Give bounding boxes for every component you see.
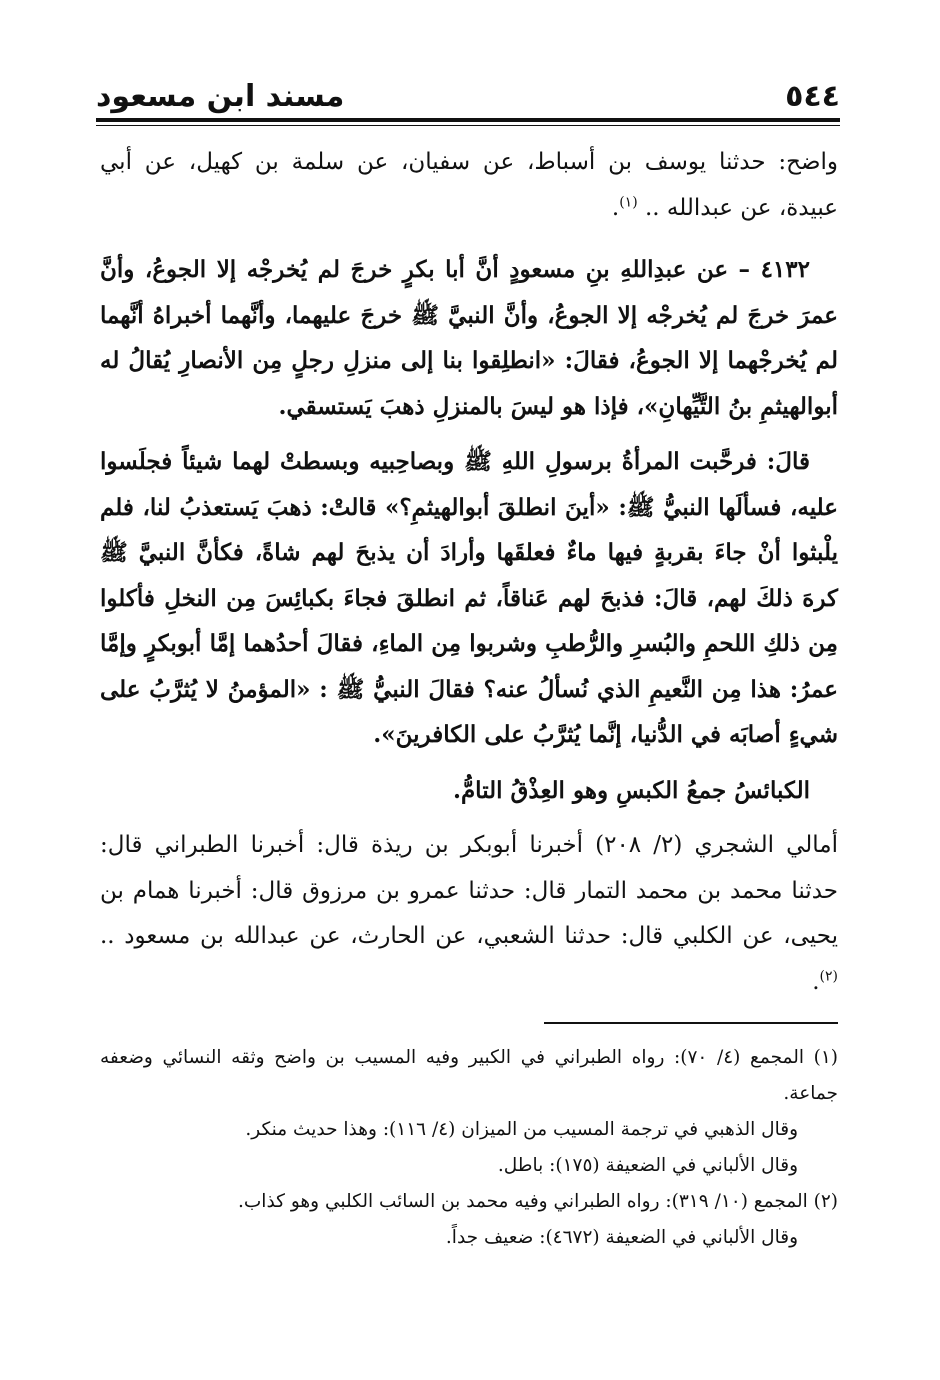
hadith-paragraph <box>100 247 838 429</box>
hadith-number: ٤١٣٢ – <box>728 256 810 283</box>
hadith-text: عن عبدِاللهِ بنِ مسعودٍ أنَّ أبا بكرٍ خرجَ لم يُخرجْه إلا الجوعُ، وأنَّ عمرَ خرجَ لم يُخرجْه إلا الجوعُ، وأنَّ النبيَّ ﷺ خرجَ عليهما، وأنَّهما أخبراهُ أنَّهما لم يُخرجْهما إلا الجوعُ، فقالَ: «انطلِقوا بنا إلى منزلِ رجلٍ مِن الأنصارِ يُقالُ له أبوالهيثمِ بنُ التَّيِّهانِ»، فإذا هو ليسَ بالمنزلِ ذهبَ يَستسقي. <box>100 256 838 420</box>
page-number: ٥٤٤ <box>785 79 840 114</box>
footnote-2: (٢) المجمع (١٠/ ٣١٩): رواه الطبراني وفيه محمد بن السائب الكلبي وهو كذاب. <box>238 1191 838 1212</box>
book-title: مسند ابن مسعود <box>96 79 345 114</box>
hadith-text-2: قالَ: فرحَّبت المرأةُ برسولِ اللهِ ﷺ وبصاحِبيه وبسطتْ لهما شيئاً فجلَسوا عليه، فسألَها النبيُّ ﷺ: «أينَ انطلقَ أبوالهيثمِ؟» قالتْ: ذهبَ يَستعذبُ لنا، فلم يلْبثوا أنْ جاءَ بقربةٍ فيها ماءٌ فعلقَها وأرادَ أن يذبحَ لهم شاةً، فكأنَّ النبيَّ ﷺ كرهَ ذلكَ لهم، قالَ: فذبحَ لهم عَناقاً، ثم انطلقَ فجاءَ بكبائِسَ مِن النخلِ فأكلوا مِن ذلكِ اللحمِ والبُسرِ والرُّطبِ وشربوا مِن الماءِ، فقالَ أحدُهما إمَّا أبوبكرٍ وإمَّا عمرُ: هذا مِن النَّعيمِ الذي نُسألُ عنه؟ فقالَ النبيُّ ﷺ : «المؤمنُ لا يُثرَّبُ على شيءٍ أصابَه في الدُّنيا، إنَّما يُثرَّبُ على الكافرينَ». <box>100 448 838 748</box>
footnote-1: (١) المجمع (٤/ ٧٠): رواه الطبراني في الكبير وفيه المسيب بن واضح وثقه النسائي وضعفه جماعة. <box>100 1047 838 1104</box>
footnote-separator <box>544 1022 838 1024</box>
footnote-ref: (١) <box>619 193 638 210</box>
footnote-1-line-2: وقال الذهبي في ترجمة المسيب من الميزان (٤/ ١١٦): وهذا حديث منكر. <box>245 1119 798 1140</box>
header-rule <box>96 118 840 122</box>
main-text <box>100 140 838 1005</box>
header-rule-thin <box>96 125 840 126</box>
paragraph-text: واضح: حدثنا يوسف بن أسباط، عن سفيان، عن سلمة بن كهيل، عن أبي عبيدة، عن عبدالله .. <box>100 149 838 221</box>
gloss-text: الكبائسُ جمعُ الكبسِ وهو العِذْقُ التامُّ. <box>452 776 810 804</box>
hadith-continuation <box>100 439 838 758</box>
footnote-2-line-2: وقال الألباني في الضعيفة (٤٦٧٢): ضعيف جداً. <box>445 1227 798 1248</box>
continuation-paragraph: واضح: حدثنا يوسف بن أسباط، عن سفيان، عن سلمة بن كهيل، عن أبي عبيدة، عن عبدالله .. $^{(١)}$. <box>100 149 838 221</box>
source-text: أمالي الشجري (٢/ ٢٠٨) أخبرنا أبوبكر بن ريذة قال: أخبرنا الطبراني قال: حدثنا محمد بن محمد التمار قال: حدثنا عمرو بن مرزوق قال: أخبرنا همام بن يحيى، عن الكلبي قال: حدثنا الشعبي، عن الحارث، عن عبدالله بن مسعود .. <box>100 832 838 949</box>
footnote-1-line-3: وقال الألباني في الضعيفة (١٧٥): باطل. <box>497 1155 798 1176</box>
footnotes <box>100 1040 838 1256</box>
source-paragraph: أمالي الشجري (٢/ ٢٠٨) أخبرنا أبوبكر بن ريذة قال: أخبرنا الطبراني قال: حدثنا محمد بن محمد التمار قال: حدثنا عمرو بن مرزوق قال: أخبرنا همام بن يحيى، عن الكلبي قال: حدثنا الشعبي، عن الحارث، عن عبدالله بن مسعود .. $^{(٢)}$. <box>100 832 838 995</box>
running-header <box>96 62 840 112</box>
footnote-ref-2: (٢) <box>819 967 838 984</box>
gloss-paragraph <box>100 768 838 814</box>
